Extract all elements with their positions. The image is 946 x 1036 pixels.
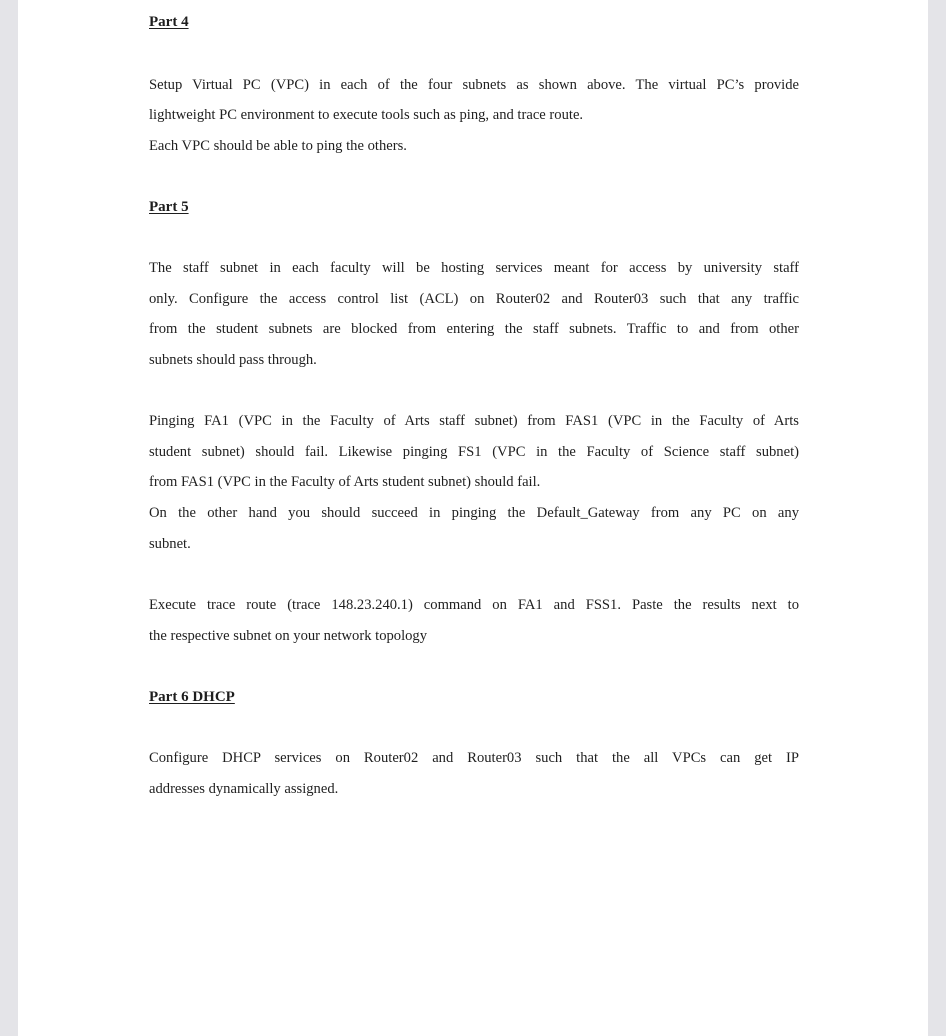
paragraph-line: the respective subnet on your network topology — [149, 628, 428, 644]
part-5-paragraph-acl — [149, 260, 799, 372]
part-6-heading: Part 6 DHCP — [149, 689, 235, 705]
part-6-paragraph — [149, 750, 799, 802]
part-5-paragraph-ping — [149, 413, 799, 558]
paragraph-line: Setup Virtual PC (VPC) in each of the four subnets as shown above. The virtual PC’s provide — [149, 77, 799, 93]
paragraph-line: lightweight PC environment to execute tools such as ping, and trace route. — [149, 107, 584, 123]
paragraph-line: subnet. — [149, 536, 191, 552]
paragraph-line: The staff subnet in each faculty will be hosting services meant for access by university staff — [149, 260, 799, 276]
document-page — [18, 0, 928, 1036]
paragraph-line: from the student subnets are blocked from entering the staff subnets. Traffic to and from other — [149, 321, 799, 337]
paragraph-line: On the other hand you should succeed in pinging the Default_Gateway from any PC on any — [149, 505, 799, 521]
part-4-heading: Part 4 — [149, 14, 189, 30]
paragraph-line: student subnet) should fail. Likewise pinging FS1 (VPC in the Faculty of Science staff subnet) — [149, 444, 799, 460]
paragraph-line: addresses dynamically assigned. — [149, 781, 339, 797]
part-5-paragraph-traceroute — [149, 597, 799, 649]
paragraph-line: from FAS1 (VPC in the Faculty of Arts student subnet) should fail. — [149, 474, 541, 490]
paragraph-line: subnets should pass through. — [149, 352, 317, 368]
part-4-paragraph — [149, 77, 799, 157]
paragraph-line: Execute trace route (trace 148.23.240.1) command on FA1 and FSS1. Paste the results next to — [149, 597, 799, 613]
paragraph-line: only. Configure the access control list (ACL) on Router02 and Router03 such that any traffic — [149, 291, 799, 307]
paragraph-line: Each VPC should be able to ping the others. — [149, 138, 407, 154]
paragraph-line: Pinging FA1 (VPC in the Faculty of Arts staff subnet) from FAS1 (VPC in the Faculty of Arts — [149, 413, 799, 429]
part-5-heading: Part 5 — [149, 199, 189, 215]
paragraph-line: Configure DHCP services on Router02 and Router03 such that the all VPCs can get IP — [149, 750, 799, 766]
